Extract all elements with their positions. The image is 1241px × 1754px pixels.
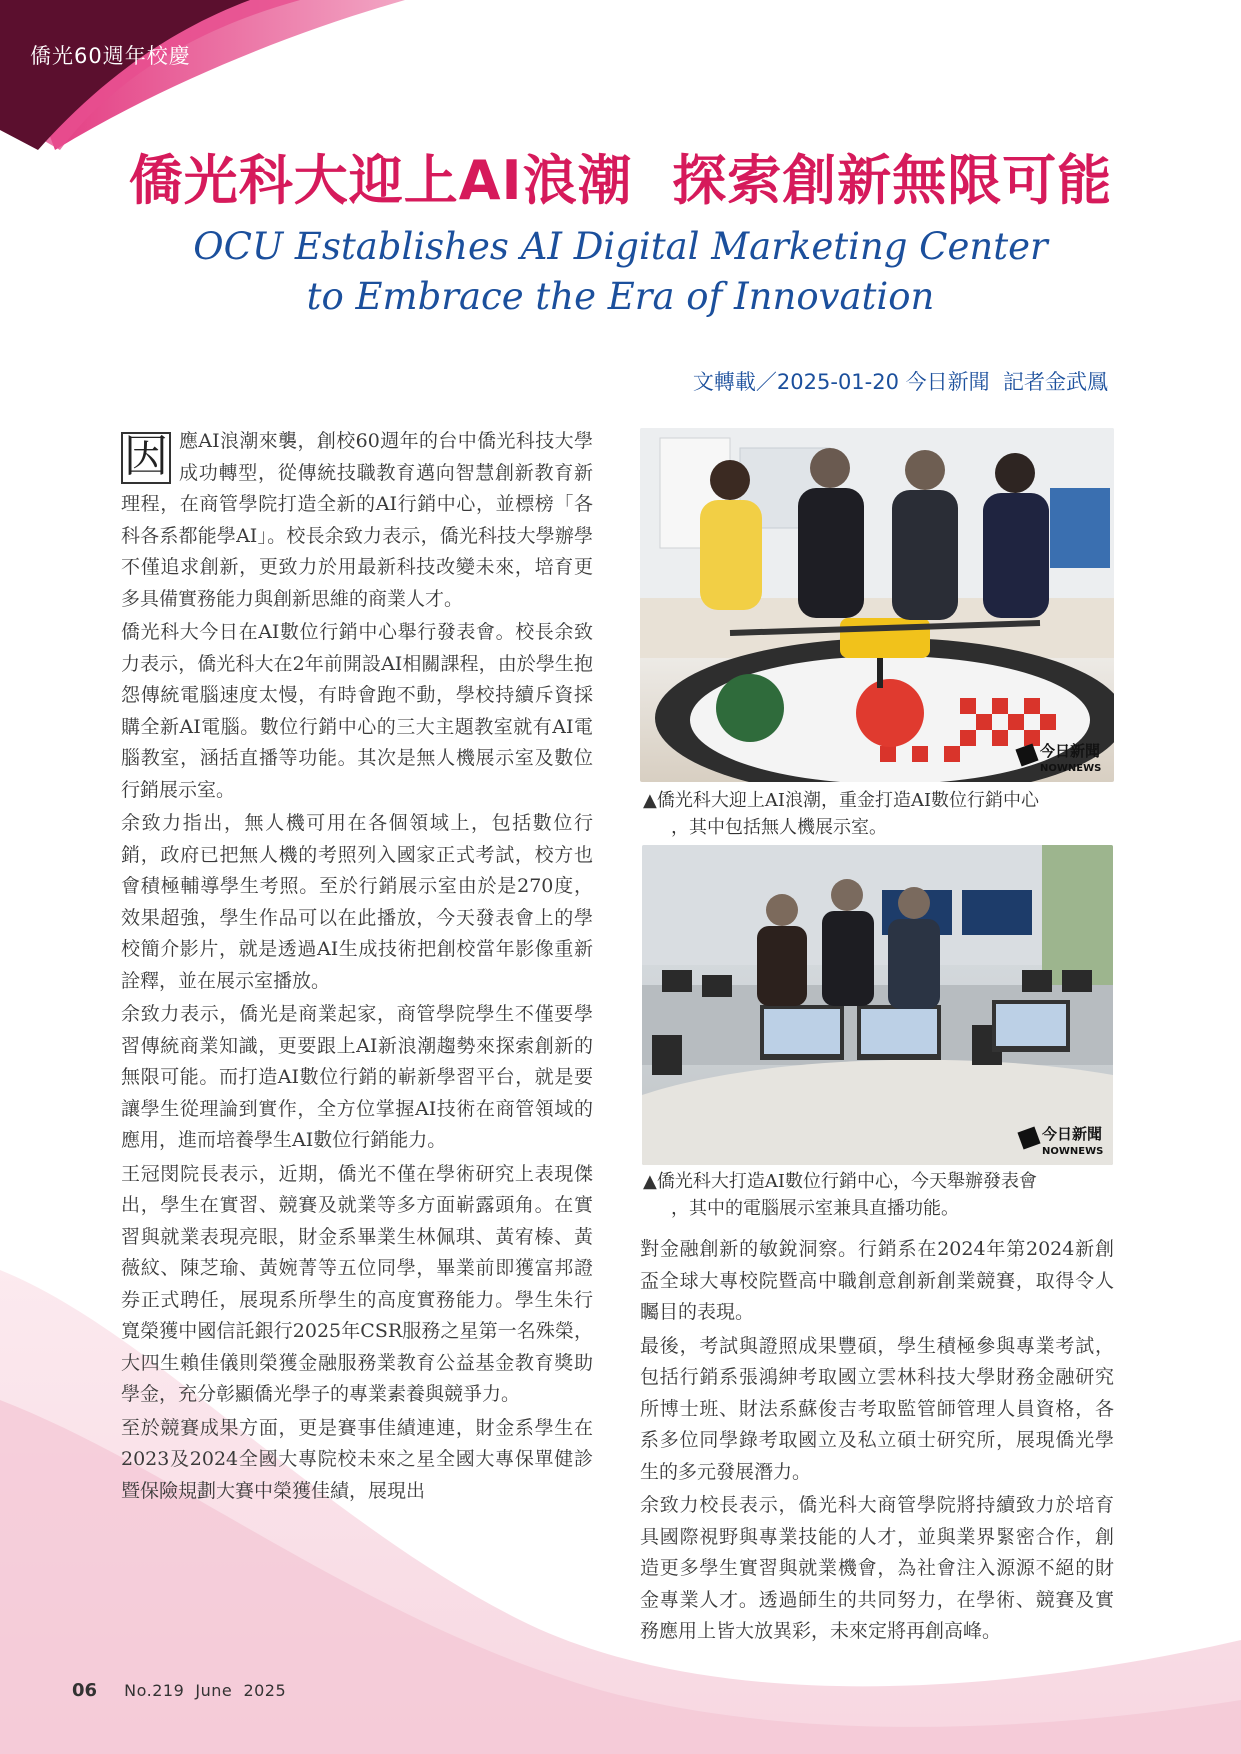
page-footer [72,1680,286,1701]
photo-drone-room [640,428,1114,782]
caption-line: ，其中的電腦展示室兼具直播功能。 [671,1198,959,1219]
paragraph: 對金融創新的敏銳洞察。行銷系在2024年第2024新創盃全球大專校院暨高中職創意創新創業競賽，取得令人矚目的表現。 [640,1238,1114,1323]
photo-computer-room [642,845,1113,1165]
page-subtitle [0,222,1241,322]
subtitle-line-2: to Embrace the Era of Innovation [306,275,935,318]
issue-info: No.219 June 2025 [124,1681,287,1700]
paragraph: 余致力表示，僑光是商業起家，商管學院學生不僅要學習傳統商業知識，更要跟上AI新浪潮趨勢來探索創新的無限可能。而打造AI數位行銷的嶄新學習平台，就是要讓學生從理論到實作，全方位掌握AI技術在商管領域的應用，進而培養學生AI數位行銷能力。 [121,1003,593,1151]
caption-line: ▲僑光科大打造AI數位行銷中心，今天舉辦發表會 [643,1171,1037,1192]
drop-cap: 因 [121,432,171,484]
page-title: 僑光科大迎上AI浪潮 探索創新無限可能 [128,149,1113,212]
caption-line: ，其中包括無人機展示室。 [671,817,887,838]
watermark-zh: 今日新聞 [1040,742,1101,760]
paragraph: 僑光科大今日在AI數位行銷中心舉行發表會。校長余致力表示，僑光科大在2年前開設AI相關課程，由於學生抱怨傳統電腦速度太慢，有時會跑不動，學校持續斥資採購全新AI電腦。數位行銷中心的三大主題教室就有AI電腦教室，涵括直播等功能。其次是無人機展示室及數位行銷展示室。 [121,621,593,801]
watermark-en: NOWNEWS [1040,763,1102,774]
byline: 文轉載／2025-01-20 今日新聞 記者金武鳳 [692,370,1108,394]
paragraph [121,426,593,615]
article-right-column [640,1234,1114,1650]
paragraph: 王冠閔院長表示，近期，僑光不僅在學術研究上表現傑出，學生在實習、競賽及就業等多方面嶄露頭角。在實習與就業表現亮眼，財金系畢業生林佩琪、黃宥榛、黃薇紋、陳芝瑜、黃婉菁等五位同學，畢業前即獲富邦證券正式聘任，展現系所學生的高度實務能力。學生朱行寬榮獲中國信託銀行2025年CSR服務之星第一名殊榮，大四生賴佳儀則榮獲金融服務業教育公益基金教育獎助學金，充分彰顯僑光學子的專業素養與競爭力。 [121,1162,593,1405]
subtitle-line-1: OCU Establishes AI Digital Marketing Center [193,225,1048,268]
paragraph: 至於競賽成果方面，更是賽事佳績連連，財金系學生在2023及2024全國大專院校未來之星全國大專保單健診暨保險規劃大賽中榮獲佳績，展現出 [121,1416,593,1502]
photo-caption-2 [643,1168,1118,1222]
corner-decoration [0,0,405,150]
paragraph-text: 應AI浪潮來襲，創校60週年的台中僑光科技大學成功轉型，從傳統技職教育邁向智慧創新教育新理程，在商管學院打造全新的AI行銷中心，並標榜「各科各系都能學AI」。校長余致力表示，僑光科技大學辦學不僅追求創新，更致力於用最新科技改變未來，培育更多具備實務能力與創新思維的商業人才。 [121,430,593,610]
section-tag: 僑光60週年校慶 [30,44,191,68]
paragraph: 最後，考試與證照成果豐碩，學生積極參與專業考試，包括行銷系張鴻紳考取國立雲林科技大學財務金融研究所博士班、財法系蘇俊吉考取監管師管理人員資格，各系多位同學錄考取國立及私立碩士研究所，展現僑光學生的多元發展潛力。 [640,1334,1114,1483]
photo-caption-1 [643,787,1118,841]
paragraph: 余致力校長表示，僑光科大商管學院將持續致力於培育具國際視野與專業技能的人才，並與業界緊密合作，創造更多學生實習與就業機會，為社會注入源源不絕的財金專業人才。透過師生的共同努力，在學術、競賽及實務應用上皆大放異彩，未來定將再創高峰。 [640,1494,1114,1642]
caption-line: ▲僑光科大迎上AI浪潮，重金打造AI數位行銷中心 [643,790,1040,811]
paragraph: 余致力指出，無人機可用在各個領域上，包括數位行銷，政府已把無人機的考照列入國家正式考試，校方也會積極輔導學生考照。至於行銷展示室由於是270度，效果超強，學生作品可以在此播放，今天發表會上的學校簡介影片，就是透過AI生成技術把創校當年影像重新詮釋，並在展示室播放。 [121,812,593,992]
page-number: 06 [72,1680,98,1701]
article-left-column [121,426,593,1509]
watermark-zh: 今日新聞 [1042,1125,1103,1143]
watermark-en: NOWNEWS [1042,1146,1104,1157]
